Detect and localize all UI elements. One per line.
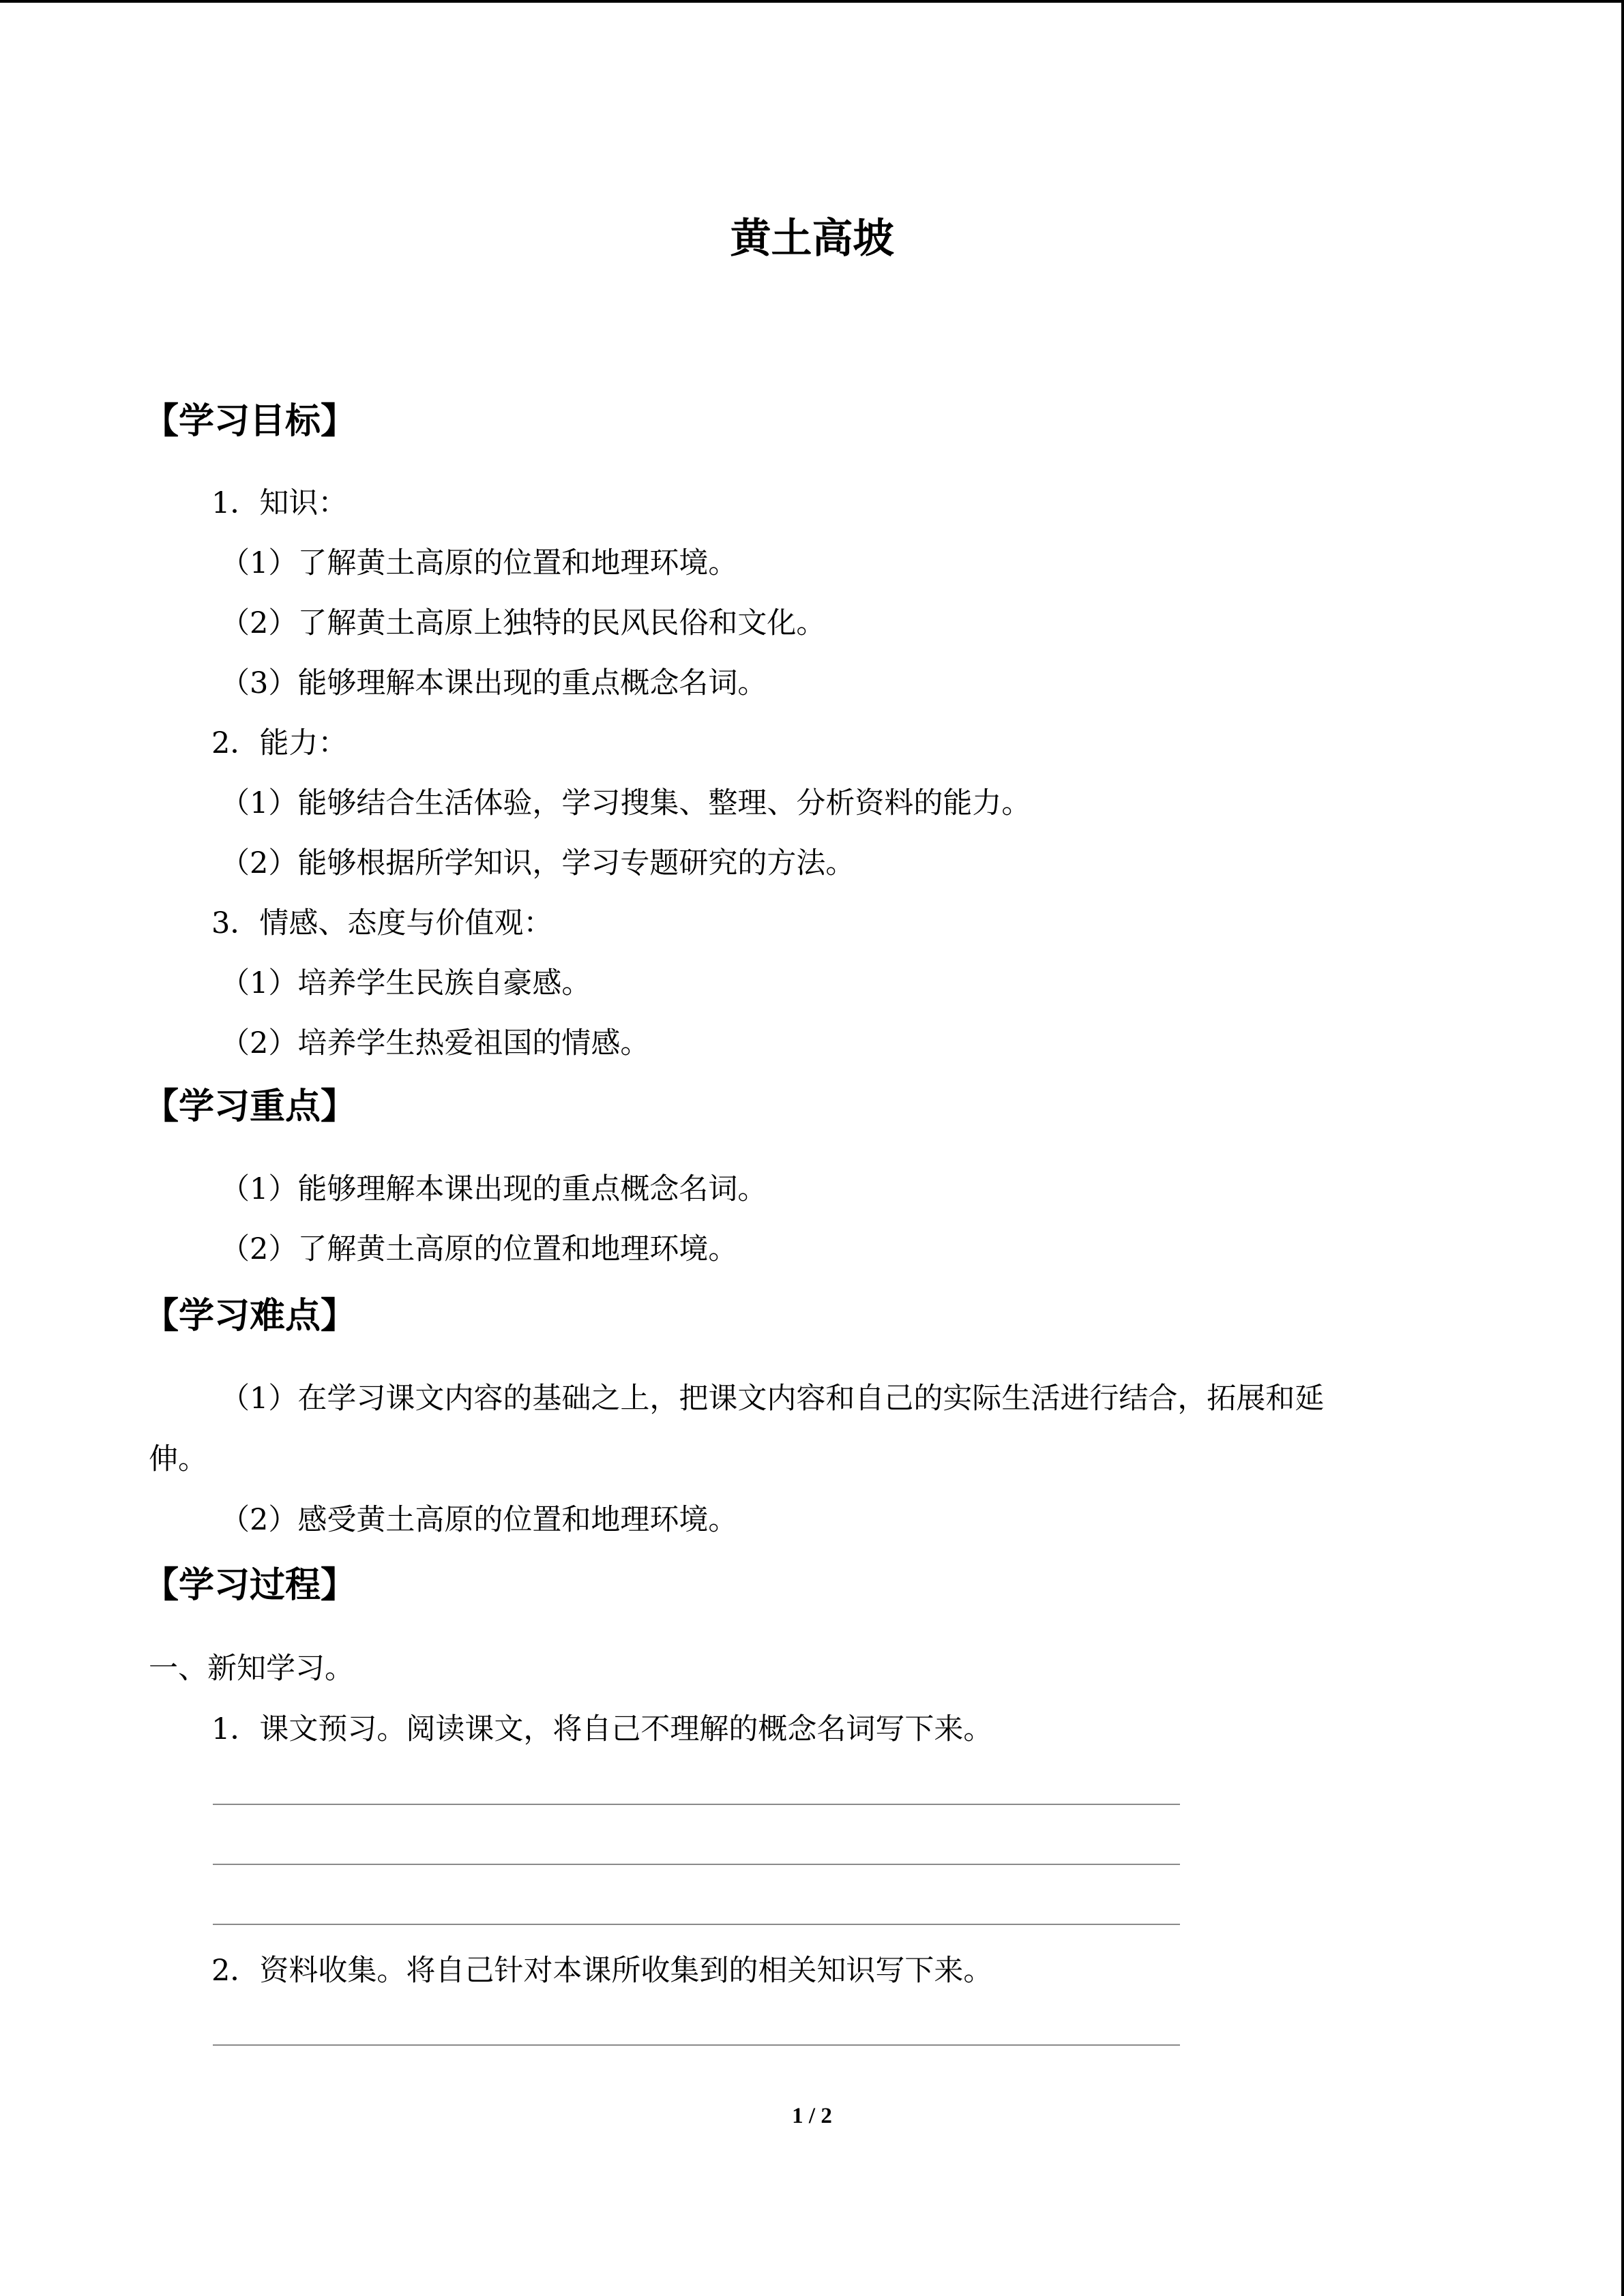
- answer-blank-line[interactable]: [213, 1804, 1180, 1805]
- objective-knowledge-item: （1）了解黄土高原的位置和地理环境。: [220, 546, 738, 580]
- objective-knowledge-item: （2）了解黄土高原上独特的民风民俗和文化。: [220, 606, 826, 640]
- page-number: 1 / 2: [792, 2104, 832, 2128]
- heading-difficulties: 【学习难点】: [143, 1296, 357, 1337]
- objective-ability-item: （2）能够根据所学知识，学习专题研究的方法。: [220, 846, 855, 880]
- answer-blank-line[interactable]: [213, 1864, 1180, 1865]
- difficulty-item: （2）感受黄土高原的位置和地理环境。: [220, 1503, 738, 1537]
- objective-emotion-item: （1）培养学生民族自豪感。: [220, 966, 591, 1000]
- process-task: 1．课文预习。阅读课文，将自己不理解的概念名词写下来。: [211, 1712, 993, 1746]
- key-point-item: （1）能够理解本课出现的重点概念名词。: [220, 1172, 767, 1206]
- difficulty-item-line2: 伸。: [149, 1442, 207, 1476]
- objective-ability-item: （1）能够结合生活体验，学习搜集、整理、分析资料的能力。: [220, 786, 1031, 820]
- heading-learning-objectives: 【学习目标】: [143, 401, 357, 442]
- objective-ability-label: 2．能力：: [211, 726, 348, 760]
- objective-knowledge-item: （3）能够理解本课出现的重点概念名词。: [220, 666, 767, 700]
- process-task: 2．资料收集。将自己针对本课所收集到的相关知识写下来。: [211, 1954, 993, 1988]
- page-title: 黄土高坡: [730, 215, 894, 263]
- difficulty-item-line1: （1）在学习课文内容的基础之上，把课文内容和自己的实际生活进行结合，拓展和延: [220, 1382, 1325, 1416]
- heading-key-points: 【学习重点】: [143, 1086, 357, 1127]
- answer-blank-line[interactable]: [213, 2044, 1180, 2046]
- answer-blank-line[interactable]: [213, 1924, 1180, 1925]
- heading-learning-process: 【学习过程】: [143, 1565, 357, 1606]
- key-point-item: （2）了解黄土高原的位置和地理环境。: [220, 1232, 738, 1266]
- objective-emotion-item: （2）培养学生热爱祖国的情感。: [220, 1026, 650, 1060]
- objective-emotion-label: 3．情感、态度与价值观：: [211, 906, 553, 940]
- objective-knowledge-label: 1．知识：: [211, 486, 348, 520]
- process-part-heading: 一、新知学习。: [149, 1652, 354, 1686]
